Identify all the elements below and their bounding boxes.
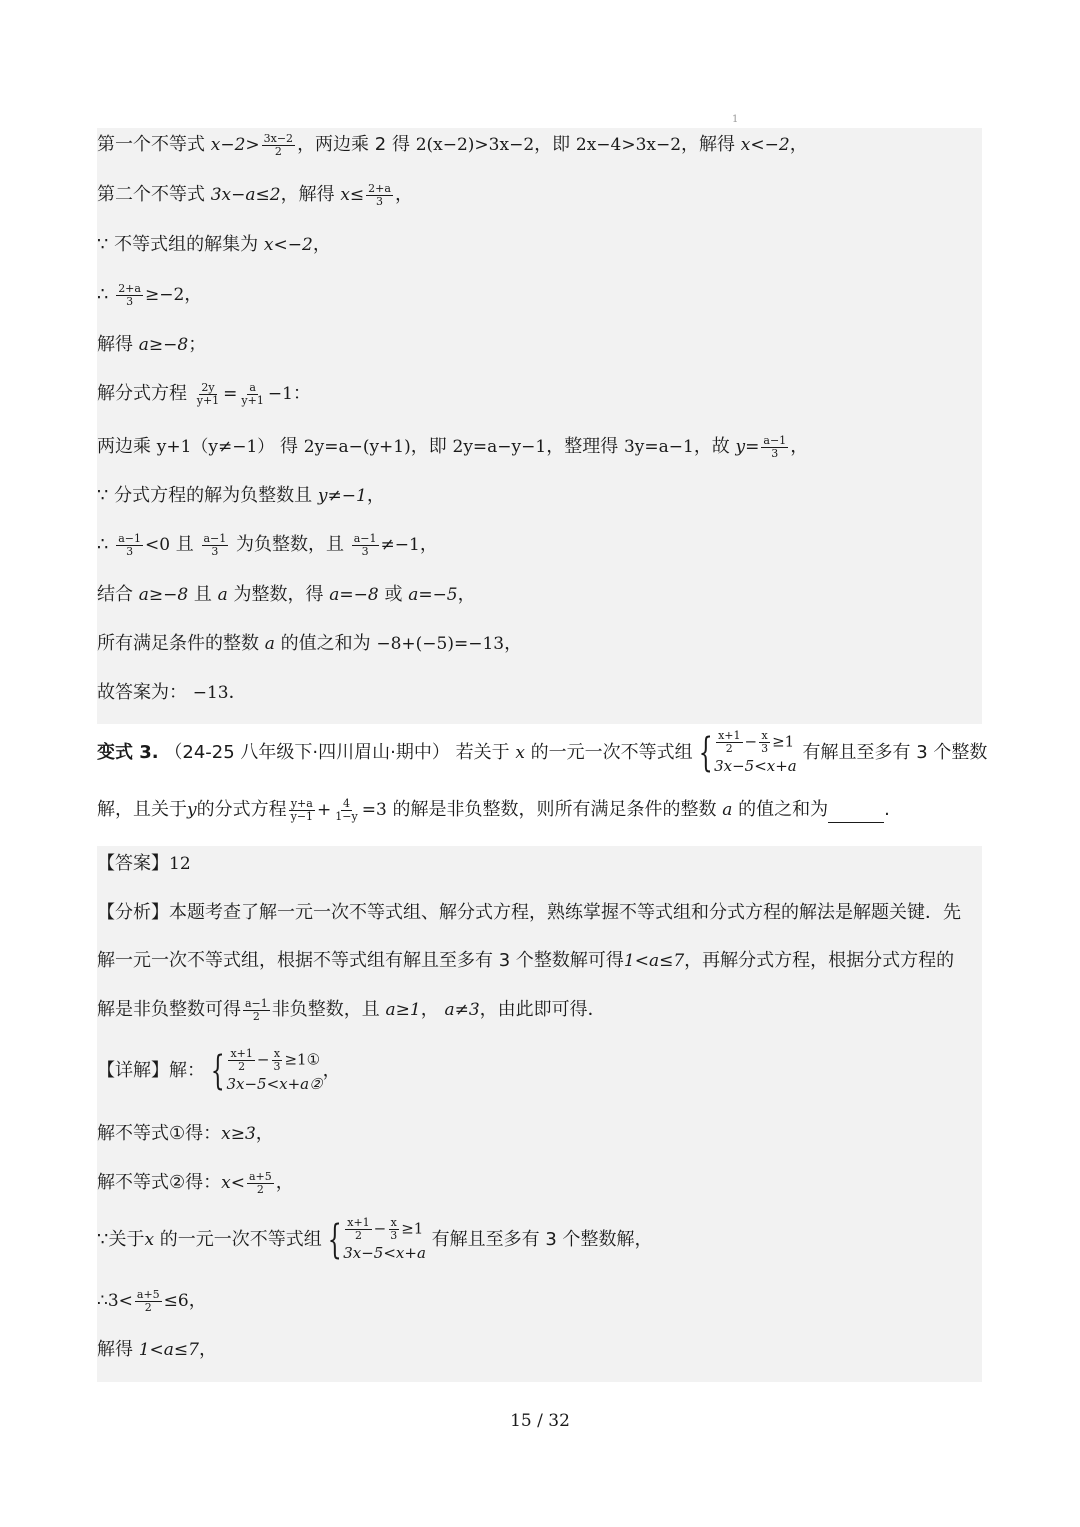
text: 所有满足条件的整数 (97, 633, 259, 654)
inequality-system (205, 1048, 323, 1095)
text: 解，且关于 (97, 799, 187, 820)
text: ． (228, 682, 247, 703)
math: a (264, 634, 275, 654)
text: 的解是非负整数，则所有满足条件的整数 (392, 799, 717, 820)
numerator: x (761, 728, 768, 742)
denominator: 3 (376, 194, 384, 208)
solution-line (97, 232, 982, 258)
math: x≥3 (221, 1124, 256, 1144)
analysis-line (97, 948, 982, 974)
fraction (716, 730, 742, 755)
numerator: 2+a (368, 181, 391, 195)
text: . (884, 799, 890, 820)
text: ， (419, 534, 438, 555)
detail-line (97, 1214, 982, 1266)
text: ，两边乘 2 得 (297, 134, 410, 155)
text: 的分式方程 (196, 799, 287, 820)
detail-line (97, 1045, 982, 1097)
fraction (239, 382, 265, 407)
brace-icon: { (327, 1217, 342, 1263)
text: ， (366, 485, 385, 506)
inequality-system (693, 730, 797, 777)
detail-line (97, 1337, 982, 1363)
math: − (373, 1219, 387, 1237)
text: ，解得 (681, 134, 736, 155)
fraction (116, 283, 143, 308)
math: −13 (192, 683, 229, 703)
math: ≤6 (163, 1291, 189, 1311)
denominator: 3 (761, 741, 769, 755)
math: a≥−8 (138, 335, 189, 355)
text: ∵关于 (97, 1229, 145, 1250)
header-mark: 1 (732, 114, 739, 125)
numerator: a−1 (118, 531, 141, 545)
text: 解一元一次不等式组，根据不等式组有解且至多有 3 个整数解可得 (97, 950, 624, 971)
solution-line (97, 282, 982, 308)
text: 解分式方程 (97, 383, 187, 404)
text: ，解得 (280, 184, 335, 205)
problem-label: 变式 3. (97, 742, 159, 763)
text: 故答案为： (97, 682, 187, 703)
problem-line (97, 727, 988, 779)
math: x<−2 (263, 235, 313, 255)
numerator: 2y (201, 380, 215, 394)
math: ≠−1 (380, 535, 420, 555)
solution-line (97, 132, 982, 158)
text: 解不等式①得： (97, 1123, 222, 1144)
numerator: a−1 (203, 531, 227, 545)
brace-icon: { (210, 1048, 225, 1094)
math: ≥1① (284, 1050, 321, 1068)
text: ， (322, 1060, 341, 1081)
math: = (223, 384, 238, 404)
fraction (243, 998, 270, 1023)
numerator: 3x−2 (263, 131, 294, 145)
denominator: 3 (771, 446, 779, 460)
text: 的值之和为 (738, 799, 829, 820)
text: ， (255, 1123, 274, 1144)
text: ， (457, 584, 476, 605)
text: ∵ 分式方程的解为负整数且 (97, 485, 313, 506)
math: 1<a≤7 (623, 951, 685, 971)
text: 为负整数，且 (236, 534, 345, 555)
solution-line (97, 532, 982, 558)
fraction (228, 1048, 254, 1073)
math: a≥1 (385, 1000, 421, 1020)
text: ， (275, 1172, 294, 1193)
brace-icon: { (698, 730, 713, 776)
fraction (366, 183, 393, 208)
text: 【分析】本题考查了解一元一次不等式组、解分式方程，熟练掌握不等式组和分式方程的解法是解题关键．先 (97, 902, 961, 923)
solution-line (97, 680, 982, 706)
fraction (345, 1217, 371, 1242)
page-number: 15 / 32 (510, 1411, 570, 1431)
problem-source: （24-25 八年级下·四川眉山·期中） (164, 742, 450, 763)
math: 2y=a−y−1 (452, 437, 547, 457)
text: ，整理得 (546, 436, 619, 457)
solution-line (97, 483, 982, 509)
text: 的值之和为 (280, 633, 371, 654)
denominator: y+1 (196, 393, 220, 407)
answer-label: 【答案】 (97, 853, 169, 874)
text: ∴ (97, 534, 109, 555)
math: −1 (267, 384, 293, 404)
text: 第一个不等式 (97, 134, 205, 155)
math: x−2> (210, 135, 260, 155)
numerator: a−1 (245, 996, 268, 1010)
text: 解得 (97, 1339, 133, 1360)
math: <0 (144, 535, 171, 555)
text: ， (504, 633, 523, 654)
denominator: 2 (252, 1009, 260, 1023)
denominator: 3 (361, 544, 369, 558)
text: ， (790, 436, 809, 457)
fraction (116, 533, 143, 558)
system-row: 3x−5<x+a (343, 1243, 426, 1262)
math: 2y=a−(y+1) (303, 437, 411, 457)
fraction (202, 533, 229, 558)
solution-line (97, 182, 982, 208)
denominator: 3 (211, 544, 219, 558)
numerator: a+5 (248, 1169, 272, 1183)
text: ，再解分式方程，根据分式方程的 (684, 950, 955, 971)
detail-line (97, 1121, 982, 1147)
fraction (388, 1217, 399, 1242)
solution-line (97, 631, 982, 657)
math: x (515, 743, 525, 763)
text: ， (199, 1339, 217, 1360)
math: a≥−8 (138, 585, 189, 605)
fraction (135, 1289, 162, 1314)
math: + (317, 800, 332, 820)
denominator: 2 (725, 741, 733, 755)
math: x≤ (340, 185, 365, 205)
math: a=−5 (408, 585, 458, 605)
numerator: x+1 (230, 1046, 253, 1060)
math: a≠3 (444, 1000, 480, 1020)
text: ： (292, 383, 311, 404)
fraction (262, 133, 295, 158)
numerator: x (273, 1046, 281, 1060)
text: ， (312, 234, 331, 255)
system-row: 3x−5<x+a② (226, 1074, 323, 1093)
fraction (352, 533, 379, 558)
numerator: 2+a (118, 281, 141, 295)
math: =3 (361, 800, 387, 820)
numerator: a−1 (763, 433, 787, 447)
text: 且 (193, 584, 212, 605)
text: ， (789, 134, 808, 155)
text: 第二个不等式 (97, 184, 205, 205)
math: 2(x−2)>3x−2 (415, 135, 535, 155)
text: 结合 (97, 584, 133, 605)
text: ∵ 不等式组的解集为 (97, 234, 259, 255)
text: 非负整数，且 (271, 999, 380, 1020)
denominator: 2 (144, 1300, 152, 1314)
denominator: 2 (256, 1182, 264, 1196)
text: 且 (175, 534, 194, 555)
text: 解得 (97, 334, 133, 355)
numerator: x (390, 1215, 397, 1229)
denominator: 2 (238, 1059, 246, 1073)
inequality-system (322, 1217, 426, 1264)
text: 解不等式②得： (97, 1172, 222, 1193)
math: ≥1 (772, 732, 795, 750)
text: 解是非负整数可得 (97, 999, 241, 1020)
math: x<−2 (740, 135, 790, 155)
solution-line (97, 434, 982, 460)
denominator: 1−y (335, 809, 358, 823)
math: ∴3< (97, 1291, 133, 1311)
text: 的一元一次不等式组 (159, 1229, 322, 1250)
math: − (744, 732, 758, 750)
denominator: y+1 (241, 393, 264, 407)
analysis-line (97, 997, 982, 1023)
solution-line (97, 332, 982, 358)
text: 若关于 (455, 742, 510, 763)
text: ； (188, 334, 207, 355)
text: ， (420, 999, 439, 1020)
fraction (761, 435, 788, 460)
math: ≥−2 (144, 285, 185, 305)
solution-line (97, 381, 982, 407)
math: 3x−a≤2 (210, 185, 281, 205)
fraction (289, 798, 315, 823)
numerator: a+5 (136, 1287, 160, 1301)
denominator: 3 (126, 294, 134, 308)
text: 或 (384, 584, 403, 605)
system-row (343, 1217, 426, 1242)
system-row (714, 730, 797, 755)
text: ，即 (534, 134, 571, 155)
fraction (195, 382, 221, 407)
detail-line (97, 1170, 982, 1196)
math: a (217, 585, 228, 605)
text: ∴ (97, 284, 109, 305)
text: ，即 (410, 436, 447, 457)
numerator: a−1 (353, 531, 377, 545)
numerator: y+a (290, 796, 313, 810)
answer-line (97, 851, 982, 877)
fraction (333, 798, 359, 823)
math: x (144, 1230, 155, 1250)
math: y (187, 800, 197, 820)
answer-blank (828, 804, 884, 823)
text: 有解且至多有 3 个整数解， (431, 1229, 653, 1250)
answer-value: 12 (169, 854, 191, 874)
denominator: 3 (390, 1228, 398, 1242)
system-row (226, 1048, 322, 1073)
math: a=−8 (329, 585, 379, 605)
numerator: a (249, 380, 256, 394)
system-row: 3x−5<x+a (714, 756, 797, 775)
math: y= (735, 437, 760, 457)
math: − (256, 1050, 270, 1068)
fraction (271, 1048, 282, 1073)
math: 2x−4>3x−2 (575, 135, 682, 155)
fraction (247, 1171, 274, 1196)
analysis-line (97, 900, 982, 926)
text: 为整数，得 (233, 584, 324, 605)
numerator: x+1 (718, 728, 741, 742)
math: 1<a≤7 (138, 1340, 199, 1360)
problem-line (97, 797, 982, 823)
text: ，由此即可得． (479, 999, 606, 1020)
denominator: 2 (274, 144, 282, 158)
math: −8+(−5)=−13 (376, 634, 505, 654)
detail-label: 【详解】解： (97, 1060, 205, 1081)
text: ， (184, 284, 203, 305)
text: ， (188, 1290, 207, 1311)
denominator: y−1 (290, 809, 314, 823)
denominator: 3 (126, 544, 134, 558)
math: ≥1 (401, 1219, 424, 1237)
fraction (759, 730, 770, 755)
detail-line (97, 1288, 982, 1314)
math: a (722, 800, 733, 820)
text: 两边乘 (97, 436, 151, 457)
text: 得 (280, 436, 299, 457)
denominator: 3 (273, 1059, 281, 1073)
text: 有解且至多有 3 个整数 (802, 742, 988, 763)
math: x< (221, 1173, 245, 1193)
text: 的一元一次不等式组 (530, 742, 693, 763)
numerator: x+1 (347, 1215, 370, 1229)
math: 3y=a−1 (623, 437, 694, 457)
math: y≠−1 (317, 486, 367, 506)
solution-line (97, 582, 982, 608)
text: ， (394, 184, 413, 205)
denominator: 2 (354, 1228, 362, 1242)
text: ，故 (693, 436, 730, 457)
math: y+1（y≠−1） (156, 437, 275, 457)
numerator: 4 (343, 796, 351, 810)
